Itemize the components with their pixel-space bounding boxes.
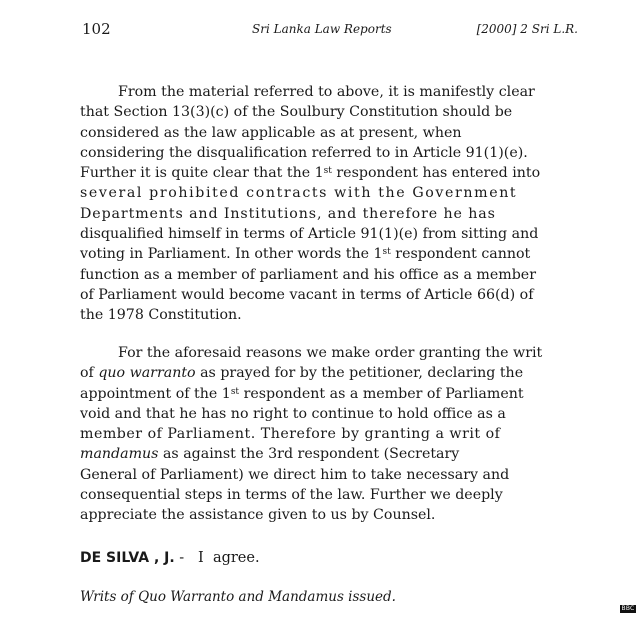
bbc-watermark: BBC — [621, 605, 635, 612]
page-number: 102 — [82, 20, 111, 38]
text-line: function as a member of parliament and his office as a member — [80, 266, 536, 283]
text-line: voting in Parliament. In other words the 1st respondent cannot — [80, 246, 531, 263]
text-line: disqualified himself in terms of Article 91(1)(e) from sitting and — [80, 226, 539, 243]
concurrence-statement: - I agree. — [179, 550, 260, 566]
text-line: of Parliament would become vacant in terms of Article 66(d) of — [80, 286, 534, 303]
citation: [2000] 2 Sri L.R. — [476, 22, 578, 36]
text-line: member of Parliament. Therefore by granting a writ of — [80, 426, 501, 443]
text-line: the 1978 Constitution. — [80, 307, 242, 324]
closing-order: Writs of Quo Warranto and Mandamus issued. — [80, 589, 396, 605]
text-line: appreciate the assistance given to us by Counsel. — [80, 507, 436, 524]
concurrence — [80, 550, 260, 566]
text-line: several prohibited contracts with the Government — [80, 185, 518, 202]
text-line: Further it is quite clear that the 1st respondent has entered into — [80, 165, 541, 182]
text-line: consequential steps in terms of the law. Further we deeply — [80, 487, 503, 504]
text-line: For the aforesaid reasons we make order granting the writ — [118, 345, 543, 361]
text-line: From the material referred to above, it is manifestly clear — [118, 84, 535, 100]
text-line: mandamus as against the 3rd respondent (Secretary — [80, 446, 460, 463]
text-line: considering the disqualification referred to in Article 91(1)(e). — [80, 144, 528, 161]
text-line: void and that he has no right to continue to hold office as a — [80, 405, 506, 422]
page-header — [82, 20, 578, 42]
text-line: Departments and Institutions, and therefore he has — [80, 205, 496, 222]
paragraph-disqualification — [80, 82, 580, 326]
text-line: General of Parliament) we direct him to take necessary and — [80, 466, 510, 483]
judge-name: DE SILVA , J. — [80, 550, 175, 566]
text-line: considered as the law applicable as at present, when — [80, 124, 462, 141]
text-line: that Section 13(3)(c) of the Soulbury Constitution should be — [80, 104, 513, 121]
journal-title: Sri Lanka Law Reports — [252, 22, 392, 36]
text-line: appointment of the 1st respondent as a member of Parliament — [80, 385, 524, 402]
paragraph-order — [80, 343, 580, 526]
text-line: of quo warranto as prayed for by the petitioner, declaring the — [80, 365, 524, 382]
